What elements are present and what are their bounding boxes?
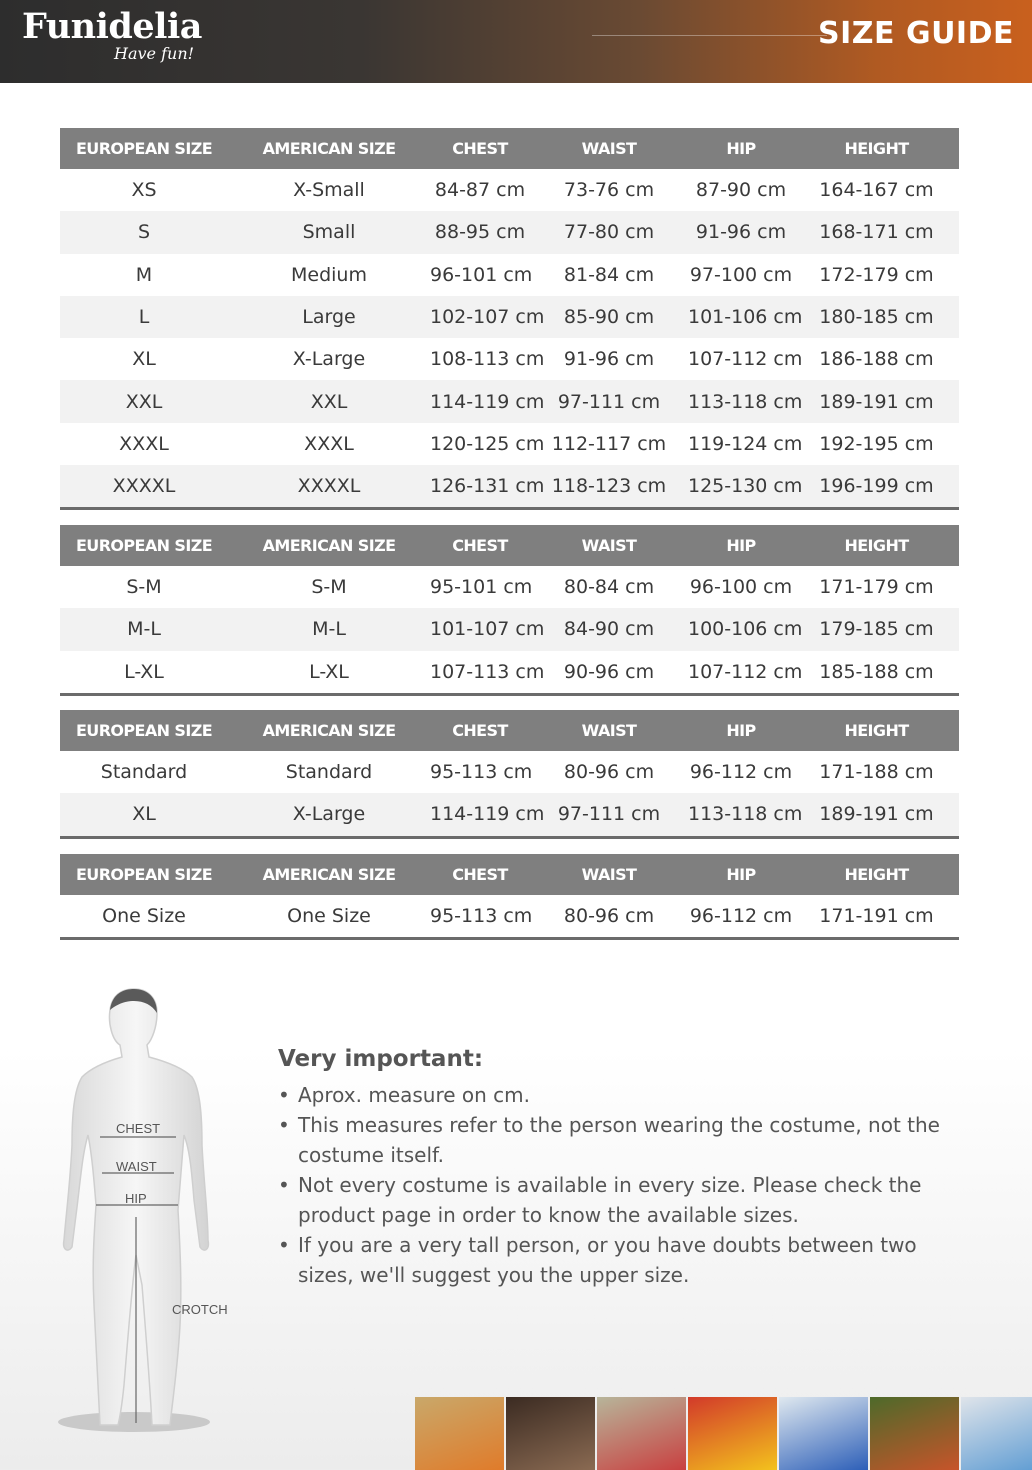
column-header: AMERICAN SIZE bbox=[262, 536, 396, 555]
table-header-row bbox=[60, 128, 959, 169]
costume-photo-strip bbox=[415, 1397, 1032, 1470]
photo-costume-7 bbox=[961, 1397, 1032, 1470]
table-cell: 125-130 cm bbox=[688, 475, 803, 498]
column-header: AMERICAN SIZE bbox=[262, 139, 396, 158]
table-cell: 120-125 cm bbox=[430, 432, 545, 455]
table-cell: 85-90 cm bbox=[563, 306, 655, 329]
table-row bbox=[60, 566, 959, 608]
table-cell: 80-96 cm bbox=[563, 761, 655, 784]
table-cell: Small bbox=[302, 221, 356, 244]
table-cell: 112-117 cm bbox=[551, 432, 667, 455]
table-cell: 101-107 cm bbox=[430, 618, 545, 641]
body-measure-figure bbox=[52, 985, 232, 1440]
column-header: WAIST bbox=[581, 721, 637, 740]
photo-costume-6 bbox=[870, 1397, 959, 1470]
brand-tagline: Have fun! bbox=[114, 44, 195, 63]
table-row bbox=[60, 793, 959, 835]
table-cell: 84-90 cm bbox=[563, 618, 655, 641]
table-cell: 77-80 cm bbox=[563, 221, 655, 244]
table-cell: 95-113 cm bbox=[430, 761, 533, 784]
table-cell: One Size bbox=[287, 905, 371, 928]
size-table bbox=[60, 525, 959, 696]
list-item: • If you are a very tall person, or you have doubts between two sizes, we'll suggest you the upper size. bbox=[278, 1230, 968, 1290]
table-cell: 126-131 cm bbox=[430, 475, 545, 498]
table-header-row bbox=[60, 710, 959, 751]
header-banner bbox=[0, 0, 1032, 83]
table-cell: 107-112 cm bbox=[688, 348, 803, 371]
table-cell: XL bbox=[132, 348, 156, 371]
table-cell: M-L bbox=[127, 618, 161, 641]
table-cell: 192-195 cm bbox=[819, 432, 934, 455]
table-cell: 118-123 cm bbox=[551, 475, 667, 498]
table-cell: 95-101 cm bbox=[430, 576, 533, 599]
table-cell: Medium bbox=[291, 263, 367, 286]
column-header: HEIGHT bbox=[844, 536, 909, 555]
table-cell: L-XL bbox=[309, 660, 349, 683]
table-cell: 171-179 cm bbox=[819, 576, 934, 599]
table-cell: 171-188 cm bbox=[819, 761, 934, 784]
table-cell: 97-100 cm bbox=[689, 263, 793, 286]
table-cell: 196-199 cm bbox=[819, 475, 934, 498]
table-cell: 96-112 cm bbox=[689, 761, 793, 784]
table-row bbox=[60, 465, 959, 507]
column-header: HIP bbox=[726, 139, 756, 158]
table-cell: 119-124 cm bbox=[688, 432, 803, 455]
table-cell: XXXL bbox=[119, 432, 169, 455]
brand-logo[interactable]: Funidelia bbox=[22, 6, 202, 47]
column-header: WAIST bbox=[581, 536, 637, 555]
table-cell: 172-179 cm bbox=[819, 263, 934, 286]
table-cell: 96-100 cm bbox=[689, 576, 793, 599]
table-cell: 113-118 cm bbox=[688, 803, 803, 826]
column-header: EUROPEAN SIZE bbox=[75, 536, 213, 555]
table-row bbox=[60, 211, 959, 253]
table-cell: L-XL bbox=[124, 660, 164, 683]
notes-list bbox=[278, 1080, 968, 1290]
table-cell: 97-111 cm bbox=[557, 803, 661, 826]
table-cell: 114-119 cm bbox=[430, 803, 545, 826]
table-cell: 91-96 cm bbox=[695, 221, 787, 244]
table-cell: S-M bbox=[126, 576, 162, 599]
table-cell: One Size bbox=[102, 905, 186, 928]
table-cell: X-Small bbox=[293, 179, 365, 202]
list-item: • This measures refer to the person wearing the costume, not the costume itself. bbox=[278, 1110, 968, 1170]
column-header: HEIGHT bbox=[844, 139, 909, 158]
column-header: CHEST bbox=[452, 536, 508, 555]
column-header: HIP bbox=[726, 536, 756, 555]
table-cell: 114-119 cm bbox=[430, 390, 545, 413]
table-row bbox=[60, 169, 959, 211]
column-header: HIP bbox=[726, 865, 756, 884]
table-row bbox=[60, 380, 959, 422]
figure-shadow bbox=[58, 1412, 210, 1432]
table-header-row bbox=[60, 854, 959, 895]
size-table bbox=[60, 128, 959, 510]
table-cell: 84-87 cm bbox=[434, 179, 526, 202]
table-cell: 107-113 cm bbox=[430, 660, 545, 683]
table-row bbox=[60, 608, 959, 650]
table-cell: 97-111 cm bbox=[557, 390, 661, 413]
table-cell: 100-106 cm bbox=[688, 618, 803, 641]
table-cell: 179-185 cm bbox=[819, 618, 934, 641]
list-item: • Not every costume is available in every size. Please check the product page in order to know the available sizes. bbox=[278, 1170, 968, 1230]
column-header: EUROPEAN SIZE bbox=[75, 139, 213, 158]
column-header: HEIGHT bbox=[844, 721, 909, 740]
table-bottom-rule bbox=[60, 693, 959, 696]
important-notes bbox=[278, 1046, 968, 1290]
table-cell: 171-191 cm bbox=[819, 905, 934, 928]
table-cell: X-Large bbox=[292, 348, 366, 371]
table-cell: XL bbox=[132, 803, 156, 826]
table-cell: XXXXL bbox=[112, 475, 176, 498]
table-cell: M-L bbox=[312, 618, 346, 641]
column-header: EUROPEAN SIZE bbox=[75, 721, 213, 740]
column-header: HEIGHT bbox=[844, 865, 909, 884]
table-cell: 90-96 cm bbox=[563, 660, 655, 683]
hip-label: HIP bbox=[125, 1191, 147, 1206]
table-cell: Large bbox=[302, 306, 356, 329]
photo-costume-5 bbox=[779, 1397, 868, 1470]
photo-costume-2 bbox=[506, 1397, 595, 1470]
table-row bbox=[60, 423, 959, 465]
table-cell: 189-191 cm bbox=[819, 803, 934, 826]
table-cell: 168-171 cm bbox=[819, 221, 934, 244]
table-cell: XXL bbox=[125, 390, 163, 413]
notes-title: Very important: bbox=[278, 1046, 484, 1072]
column-header: AMERICAN SIZE bbox=[262, 721, 396, 740]
photo-costume-3 bbox=[597, 1397, 686, 1470]
table-cell: Standard bbox=[285, 761, 373, 784]
table-cell: XXL bbox=[310, 390, 348, 413]
table-cell: L bbox=[138, 306, 150, 329]
table-cell: 91-96 cm bbox=[563, 348, 655, 371]
table-bottom-rule bbox=[60, 507, 959, 510]
crotch-label: CROTCH bbox=[172, 1302, 228, 1317]
table-bottom-rule bbox=[60, 937, 959, 940]
table-cell: 164-167 cm bbox=[819, 179, 934, 202]
table-cell: 180-185 cm bbox=[819, 306, 934, 329]
table-cell: 87-90 cm bbox=[695, 179, 787, 202]
table-cell: Standard bbox=[100, 761, 188, 784]
table-cell: X-Large bbox=[292, 803, 366, 826]
table-cell: 107-112 cm bbox=[688, 660, 803, 683]
waist-label: WAIST bbox=[116, 1159, 157, 1174]
table-cell: 96-101 cm bbox=[430, 263, 533, 286]
column-header: AMERICAN SIZE bbox=[262, 865, 396, 884]
table-row bbox=[60, 651, 959, 693]
table-cell: XXXXL bbox=[297, 475, 361, 498]
table-cell: 80-84 cm bbox=[563, 576, 655, 599]
table-bottom-rule bbox=[60, 836, 959, 839]
table-cell: 186-188 cm bbox=[819, 348, 934, 371]
column-header: WAIST bbox=[581, 139, 637, 158]
table-cell: 81-84 cm bbox=[563, 263, 655, 286]
table-cell: 73-76 cm bbox=[563, 179, 655, 202]
table-row bbox=[60, 751, 959, 793]
table-cell: 80-96 cm bbox=[563, 905, 655, 928]
table-row bbox=[60, 338, 959, 380]
table-cell: XXXL bbox=[304, 432, 354, 455]
table-cell: 102-107 cm bbox=[430, 306, 545, 329]
column-header: EUROPEAN SIZE bbox=[75, 865, 213, 884]
table-cell: 185-188 cm bbox=[819, 660, 934, 683]
header-divider bbox=[592, 35, 827, 36]
column-header: HIP bbox=[726, 721, 756, 740]
table-cell: S-M bbox=[311, 576, 347, 599]
column-header: CHEST bbox=[452, 139, 508, 158]
column-header: WAIST bbox=[581, 865, 637, 884]
table-cell: 113-118 cm bbox=[688, 390, 803, 413]
table-row bbox=[60, 296, 959, 338]
table-header-row bbox=[60, 525, 959, 566]
table-row bbox=[60, 254, 959, 296]
list-item: • Aprox. measure on cm. bbox=[278, 1080, 968, 1110]
chest-label: CHEST bbox=[116, 1121, 161, 1136]
table-cell: 189-191 cm bbox=[819, 390, 934, 413]
column-header: CHEST bbox=[452, 865, 508, 884]
page-title: SIZE GUIDE bbox=[817, 16, 1014, 51]
table-cell: XS bbox=[131, 179, 157, 202]
size-table bbox=[60, 854, 959, 940]
table-cell: 88-95 cm bbox=[434, 221, 526, 244]
size-table bbox=[60, 710, 959, 839]
photo-costume-4 bbox=[688, 1397, 777, 1470]
table-cell: 101-106 cm bbox=[688, 306, 803, 329]
photo-costume-1 bbox=[415, 1397, 504, 1470]
column-header: CHEST bbox=[452, 721, 508, 740]
table-cell: S bbox=[137, 221, 151, 244]
table-cell: 108-113 cm bbox=[430, 348, 545, 371]
table-cell: 95-113 cm bbox=[430, 905, 533, 928]
table-cell: 96-112 cm bbox=[689, 905, 793, 928]
table-cell: M bbox=[135, 263, 153, 286]
table-row bbox=[60, 895, 959, 937]
